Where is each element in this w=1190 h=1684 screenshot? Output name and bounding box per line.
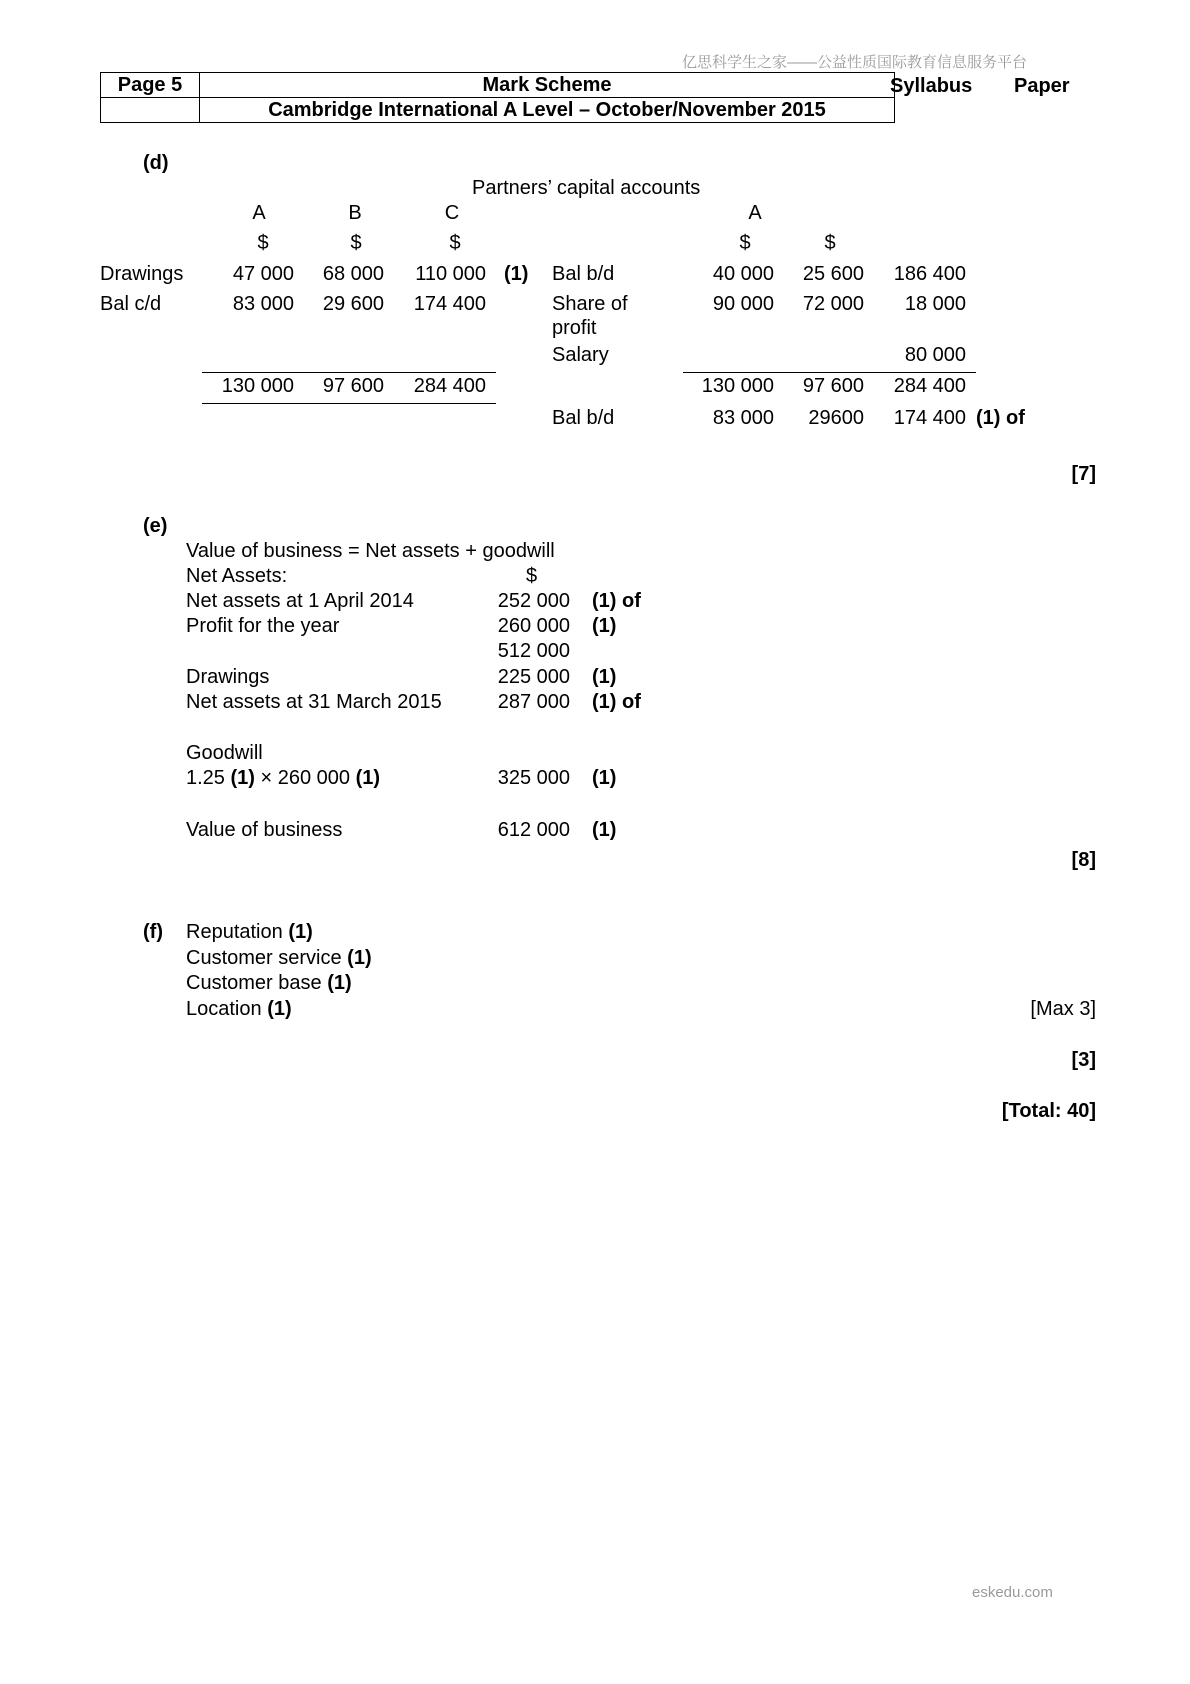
goodwill-mark-2: (1) (355, 767, 381, 789)
col-header-c: C (444, 202, 460, 224)
left-total-top-rule (202, 372, 496, 373)
left-total-b: 97 600 (322, 375, 384, 397)
e-row-mark: (1) (592, 615, 617, 637)
right-col-header-a: A (748, 202, 762, 224)
left-row-label: Drawings (100, 263, 184, 285)
bal-bd-c: 174 400 (893, 407, 966, 429)
value-of-business: 612 000 (497, 819, 570, 841)
section-e-label: (e) (143, 515, 168, 537)
bal-bd-a: 83 000 (712, 407, 774, 429)
e-row-mark: (1) of (592, 691, 641, 713)
bal-bd-mark: (1) of (976, 407, 1025, 429)
goodwill-profit: × 260 000 (260, 767, 351, 789)
right-row-c: 18 000 (904, 293, 966, 315)
col-header-b: B (348, 202, 362, 224)
f-item (186, 920, 313, 944)
section-d-label: (d) (143, 152, 169, 174)
right-row-b: 72 000 (802, 293, 864, 315)
section-f-label: (f) (143, 921, 163, 943)
max-marks: [Max 3] (1030, 998, 1096, 1020)
bal-bd-label: Bal b/d (552, 407, 615, 429)
section-e-total: [8] (1071, 849, 1096, 871)
goodwill-label: Goodwill (186, 742, 263, 764)
right-row-c: 186 400 (893, 263, 966, 285)
f-item-mark: (1) (288, 921, 313, 943)
e-row-value: 260 000 (497, 615, 570, 637)
e-row-label: Profit for the year (186, 615, 340, 637)
e-row-value: 287 000 (497, 691, 570, 713)
goodwill-calculation (186, 766, 380, 790)
bal-bd-b: 29600 (808, 407, 864, 429)
syllabus-label: Syllabus (890, 75, 973, 97)
right-row-label: Salary (552, 344, 609, 366)
f-item-mark: (1) (267, 998, 292, 1020)
left-row-mark: (1) (504, 263, 529, 285)
page-number: Page 5 (101, 73, 200, 98)
value-of-business-mark: (1) (592, 819, 617, 841)
header-table (100, 72, 895, 123)
grand-total: [Total: 40] (1001, 1100, 1096, 1122)
section-d-total: [7] (1071, 463, 1096, 485)
section-f-total: [3] (1071, 1049, 1096, 1071)
currency-right-b: $ (824, 232, 836, 254)
currency-b: $ (350, 232, 362, 254)
right-row-a: 40 000 (712, 263, 774, 285)
right-row-a: 90 000 (712, 293, 774, 315)
net-assets-label: Net Assets: (186, 565, 288, 587)
e-row-label: Net assets at 31 March 2015 (186, 691, 442, 713)
value-of-business-label: Value of business (186, 819, 343, 841)
e-row-value: 252 000 (497, 590, 570, 612)
f-item-text: Customer service (186, 947, 342, 969)
right-total-a: 130 000 (701, 375, 774, 397)
left-row-b: 68 000 (322, 263, 384, 285)
left-total-bottom-rule (202, 403, 496, 404)
left-row-b: 29 600 (322, 293, 384, 315)
paper-label: Paper (1014, 75, 1070, 97)
e-row-mark: (1) (592, 666, 617, 688)
currency-a: $ (257, 232, 269, 254)
e-row-value: 512 000 (497, 640, 570, 662)
f-item-text: Location (186, 998, 262, 1020)
left-row-a: 47 000 (232, 263, 294, 285)
e-row-value: 225 000 (497, 666, 570, 688)
capital-accounts-title: Partners’ capital accounts (472, 177, 701, 199)
right-row-label: Bal b/d (552, 263, 615, 285)
goodwill-mark-1: (1) (230, 767, 255, 789)
left-row-c: 110 000 (415, 263, 486, 285)
f-item (186, 946, 372, 970)
f-item-text: Customer base (186, 972, 322, 994)
right-row-b: 25 600 (802, 263, 864, 285)
left-row-c: 174 400 (413, 293, 486, 315)
currency-c: $ (449, 232, 461, 254)
header-empty-cell (101, 98, 200, 123)
left-total-c: 284 400 (413, 375, 486, 397)
f-item-mark: (1) (347, 947, 372, 969)
col-header-a: A (252, 202, 266, 224)
mark-scheme-title: Mark Scheme (200, 73, 895, 98)
e-currency: $ (526, 565, 538, 587)
f-item (186, 997, 292, 1021)
e-row-mark: (1) of (592, 590, 641, 612)
goodwill-value: 325 000 (497, 767, 570, 789)
goodwill-multiplier: 1.25 (186, 767, 225, 789)
goodwill-mark: (1) (592, 767, 617, 789)
currency-right-a: $ (739, 232, 751, 254)
f-item-mark: (1) (327, 972, 352, 994)
right-row-label: Share of profit (552, 293, 628, 339)
right-row-c: 80 000 (904, 344, 966, 366)
left-total-a: 130 000 (221, 375, 294, 397)
right-total-b: 97 600 (802, 375, 864, 397)
f-item (186, 971, 352, 995)
exam-subtitle: Cambridge International A Level – October/November 2015 (200, 98, 895, 123)
e-row-label: Drawings (186, 666, 270, 688)
left-row-a: 83 000 (232, 293, 294, 315)
watermark-bottom: eskedu.com (972, 1584, 1053, 1601)
right-total-c: 284 400 (893, 375, 966, 397)
right-total-top-rule (683, 372, 976, 373)
watermark-top: 亿思科学生之家——公益性质国际教育信息服务平台 (682, 54, 1028, 71)
f-item-text: Reputation (186, 921, 283, 943)
e-row-label: Net assets at 1 April 2014 (186, 590, 414, 612)
left-row-label: Bal c/d (100, 293, 162, 315)
value-formula: Value of business = Net assets + goodwill (186, 540, 555, 562)
